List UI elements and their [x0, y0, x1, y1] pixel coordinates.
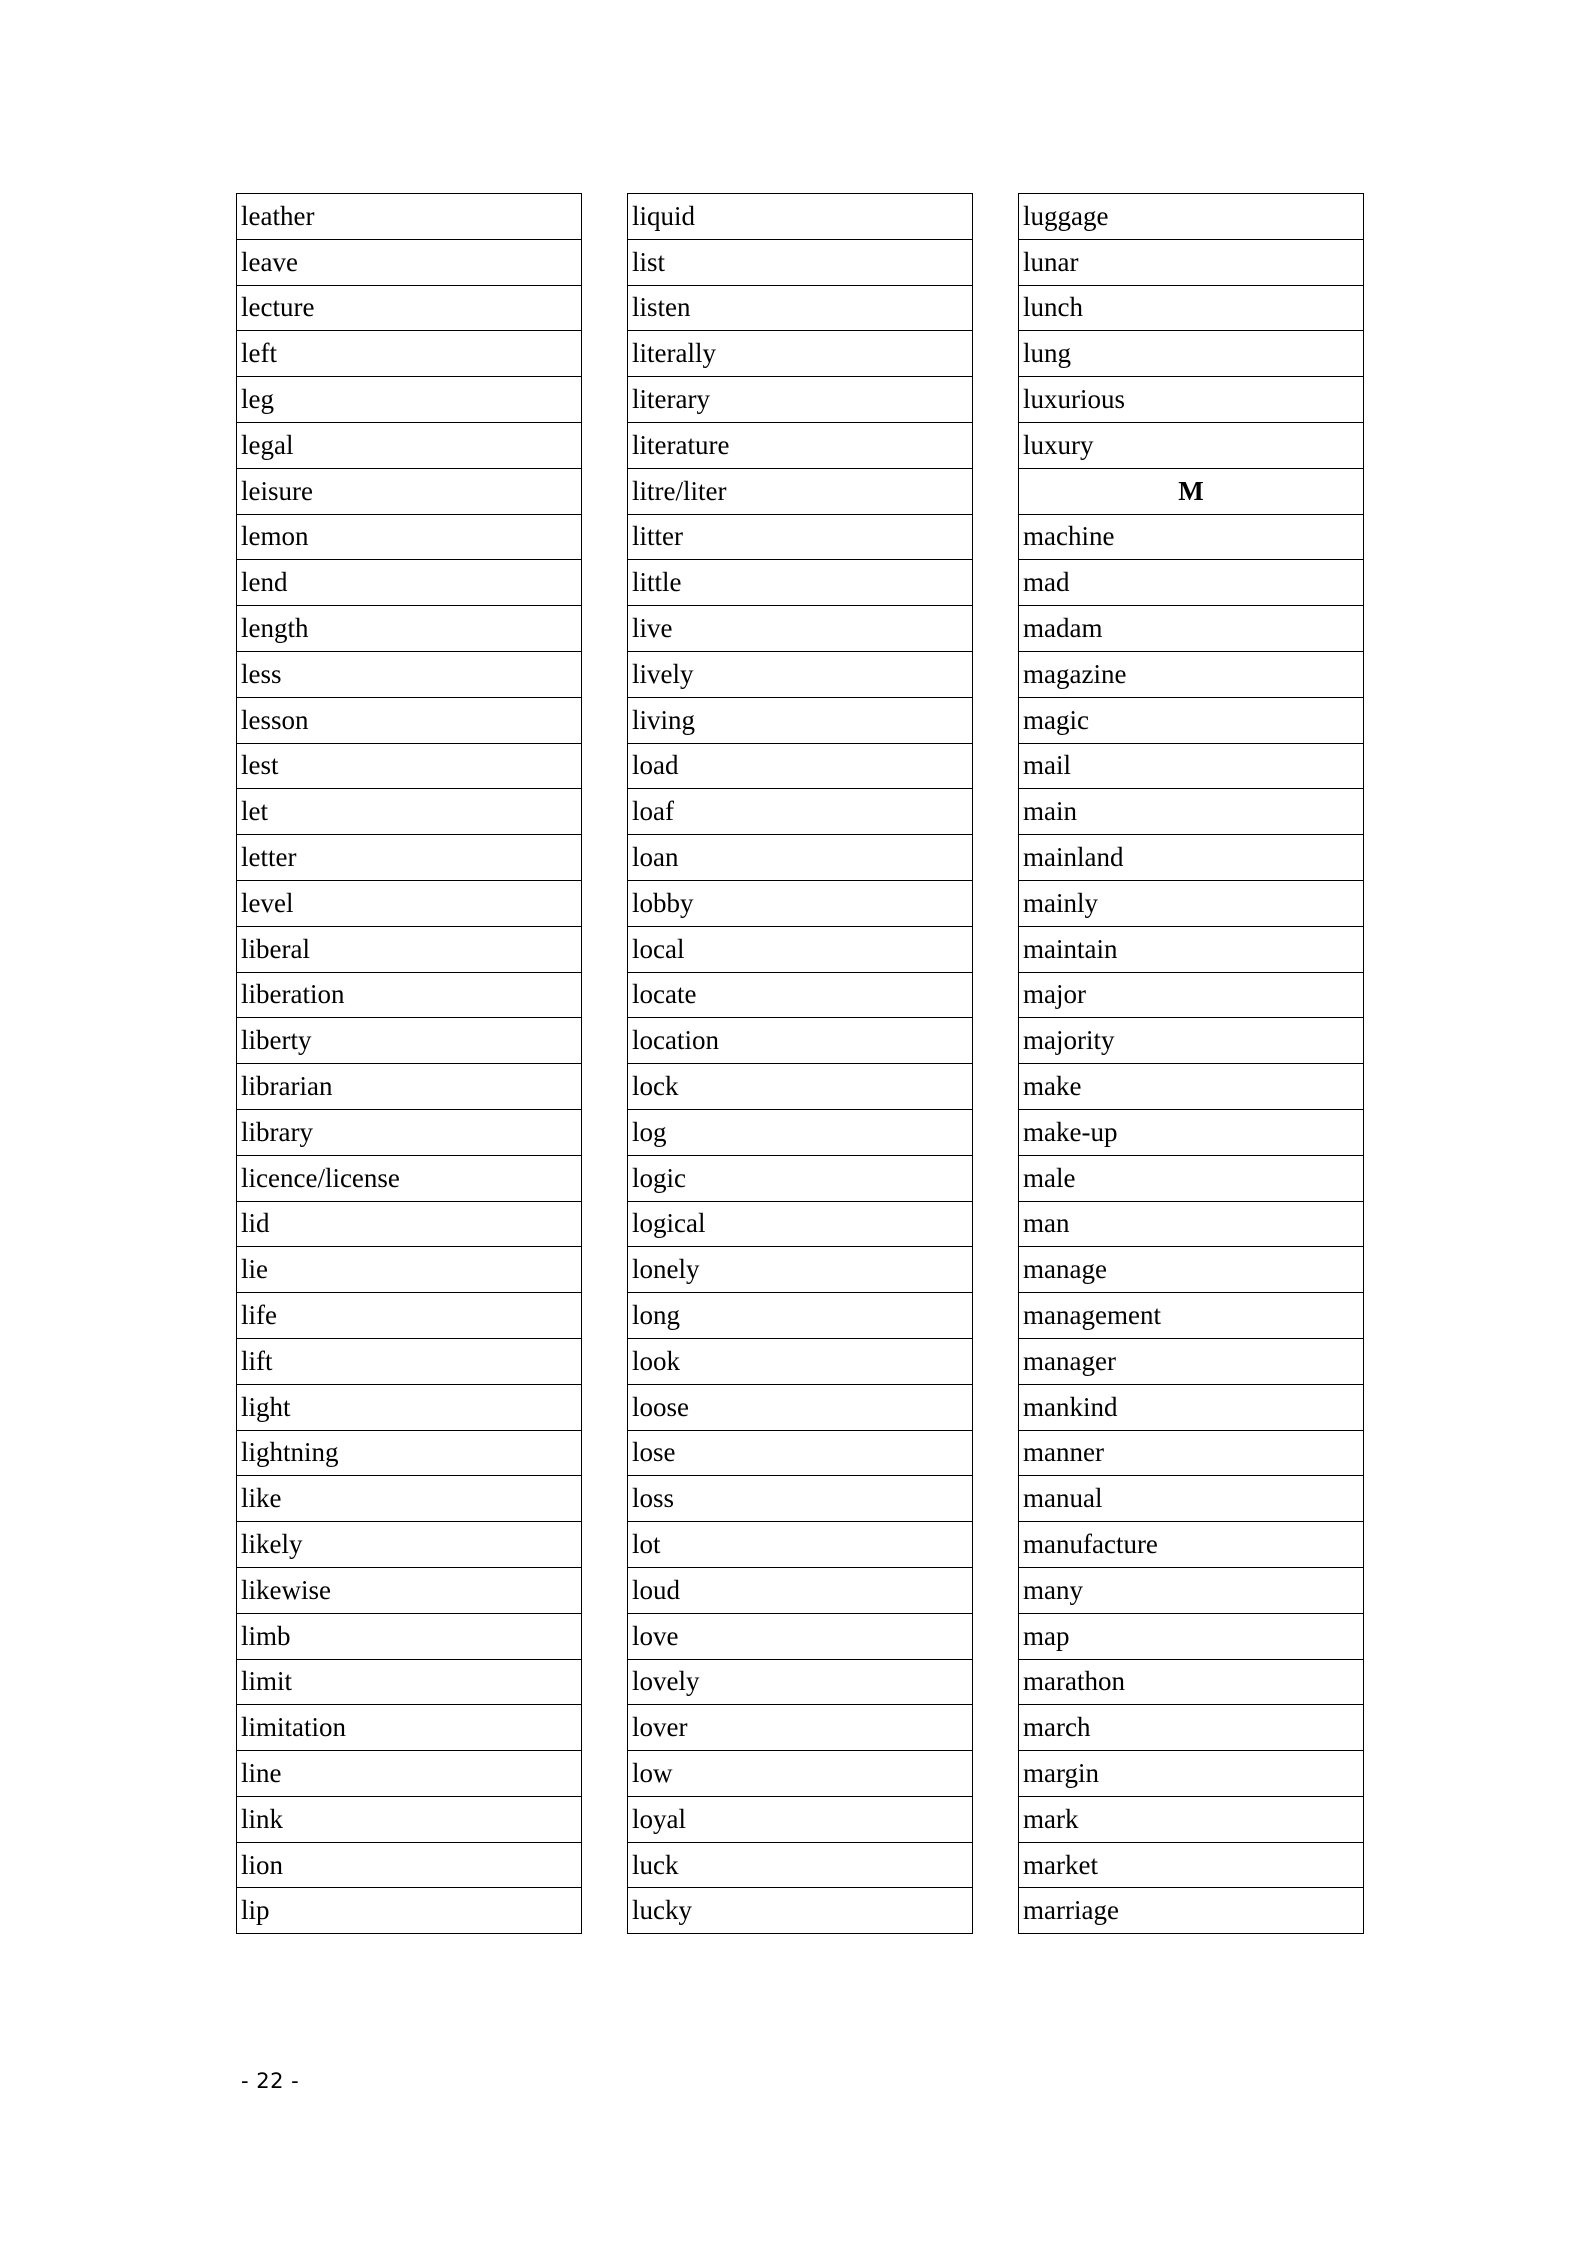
word-cell: man — [1019, 1201, 1364, 1247]
word-cell: look — [628, 1338, 973, 1384]
table-row — [237, 606, 582, 652]
table-row — [237, 1522, 582, 1568]
table-row — [628, 1888, 973, 1934]
table-row — [628, 285, 973, 331]
word-cell: loaf — [628, 789, 973, 835]
table-row — [1019, 377, 1364, 423]
table-row — [628, 972, 973, 1018]
table-row — [237, 743, 582, 789]
word-cell: mainland — [1019, 835, 1364, 881]
word-cell: link — [237, 1796, 582, 1842]
table-row — [628, 1842, 973, 1888]
table-row — [237, 1659, 582, 1705]
word-cell: lobby — [628, 880, 973, 926]
word-cell: limit — [237, 1659, 582, 1705]
word-cell: make-up — [1019, 1109, 1364, 1155]
word-cell: level — [237, 880, 582, 926]
word-cell: manager — [1019, 1338, 1364, 1384]
word-cell: loan — [628, 835, 973, 881]
table-row — [237, 1567, 582, 1613]
table-row — [1019, 651, 1364, 697]
table-row — [237, 1155, 582, 1201]
table-row — [1019, 1613, 1364, 1659]
word-cell: magic — [1019, 697, 1364, 743]
word-cell: let — [237, 789, 582, 835]
word-cell: limitation — [237, 1705, 582, 1751]
word-cell: loyal — [628, 1796, 973, 1842]
word-cell: margin — [1019, 1751, 1364, 1797]
table-row — [1019, 1338, 1364, 1384]
table-row — [628, 1247, 973, 1293]
word-cell: mankind — [1019, 1384, 1364, 1430]
word-cell: limb — [237, 1613, 582, 1659]
word-cell: luxury — [1019, 422, 1364, 468]
word-cell: litter — [628, 514, 973, 560]
word-cell: majority — [1019, 1018, 1364, 1064]
table-row — [237, 331, 582, 377]
table-row — [628, 331, 973, 377]
table-row — [1019, 1888, 1364, 1934]
word-cell: madam — [1019, 606, 1364, 652]
section-letter-heading: M — [1019, 468, 1364, 514]
table-row — [237, 1338, 582, 1384]
table-row — [628, 422, 973, 468]
word-cell: long — [628, 1293, 973, 1339]
table-row — [628, 1522, 973, 1568]
table-row — [237, 651, 582, 697]
word-cell: less — [237, 651, 582, 697]
word-cell: lid — [237, 1201, 582, 1247]
table-row — [237, 285, 582, 331]
table-row — [237, 1064, 582, 1110]
table-row — [237, 422, 582, 468]
table-row — [237, 468, 582, 514]
word-cell: lift — [237, 1338, 582, 1384]
word-list-column-2 — [627, 193, 973, 1934]
word-cell: lovely — [628, 1659, 973, 1705]
table-row — [237, 1476, 582, 1522]
table-row — [237, 697, 582, 743]
word-cell: lonely — [628, 1247, 973, 1293]
word-cell: lemon — [237, 514, 582, 560]
word-cell: many — [1019, 1567, 1364, 1613]
word-cell: lion — [237, 1842, 582, 1888]
table-row — [628, 1109, 973, 1155]
table-row — [237, 560, 582, 606]
word-cell: length — [237, 606, 582, 652]
table-row — [628, 1201, 973, 1247]
table-row — [237, 1888, 582, 1934]
word-cell: manage — [1019, 1247, 1364, 1293]
word-cell: make — [1019, 1064, 1364, 1110]
word-cell: low — [628, 1751, 973, 1797]
word-list-column-1 — [236, 193, 582, 1934]
table-row — [1019, 1476, 1364, 1522]
word-cell: little — [628, 560, 973, 606]
word-cell: leather — [237, 194, 582, 240]
table-row — [628, 1155, 973, 1201]
word-cell: logical — [628, 1201, 973, 1247]
table-row — [1019, 606, 1364, 652]
word-cell: leisure — [237, 468, 582, 514]
table-row — [1019, 1155, 1364, 1201]
word-cell: maintain — [1019, 926, 1364, 972]
table-row — [1019, 560, 1364, 606]
word-cell: lip — [237, 1888, 582, 1934]
word-cell: mainly — [1019, 880, 1364, 926]
table-row — [628, 835, 973, 881]
table-row — [1019, 1751, 1364, 1797]
word-cell: local — [628, 926, 973, 972]
table-row — [1019, 972, 1364, 1018]
word-cell: mad — [1019, 560, 1364, 606]
table-row — [1019, 1842, 1364, 1888]
table-row — [628, 1338, 973, 1384]
table-row — [628, 1613, 973, 1659]
word-cell: literature — [628, 422, 973, 468]
word-cell: main — [1019, 789, 1364, 835]
word-cell: manner — [1019, 1430, 1364, 1476]
table-row — [628, 1705, 973, 1751]
word-cell: light — [237, 1384, 582, 1430]
table-row — [1019, 880, 1364, 926]
word-cell: likewise — [237, 1567, 582, 1613]
word-cell: lest — [237, 743, 582, 789]
table-row — [237, 1247, 582, 1293]
word-cell: literally — [628, 331, 973, 377]
word-cell: leave — [237, 239, 582, 285]
word-cell: life — [237, 1293, 582, 1339]
table-row — [1019, 1201, 1364, 1247]
word-cell: lucky — [628, 1888, 973, 1934]
table-row — [1019, 514, 1364, 560]
word-cell: manual — [1019, 1476, 1364, 1522]
word-cell: log — [628, 1109, 973, 1155]
table-row — [237, 239, 582, 285]
table-row — [1019, 1567, 1364, 1613]
word-cell: lock — [628, 1064, 973, 1110]
word-cell: library — [237, 1109, 582, 1155]
word-cell: mail — [1019, 743, 1364, 789]
table-row — [1019, 697, 1364, 743]
word-cell: liquid — [628, 194, 973, 240]
word-cell: lose — [628, 1430, 973, 1476]
word-cell: leg — [237, 377, 582, 423]
word-cell: locate — [628, 972, 973, 1018]
table-row — [1019, 239, 1364, 285]
word-cell: listen — [628, 285, 973, 331]
word-cell: loose — [628, 1384, 973, 1430]
word-cell: lesson — [237, 697, 582, 743]
word-cell: lung — [1019, 331, 1364, 377]
table-row — [237, 789, 582, 835]
word-cell: location — [628, 1018, 973, 1064]
word-cell: legal — [237, 422, 582, 468]
word-cell: march — [1019, 1705, 1364, 1751]
table-row — [1019, 926, 1364, 972]
table-row — [628, 697, 973, 743]
word-cell: litre/liter — [628, 468, 973, 514]
table-row — [628, 926, 973, 972]
word-cell: male — [1019, 1155, 1364, 1201]
table-row — [628, 606, 973, 652]
table-row — [1019, 743, 1364, 789]
table-row — [628, 239, 973, 285]
word-cell: marriage — [1019, 1888, 1364, 1934]
word-cell: likely — [237, 1522, 582, 1568]
table-row — [237, 880, 582, 926]
table-row — [628, 1064, 973, 1110]
table-row — [628, 1659, 973, 1705]
word-cell: loss — [628, 1476, 973, 1522]
word-cell: live — [628, 606, 973, 652]
table-row — [237, 1613, 582, 1659]
table-row — [237, 1751, 582, 1797]
table-row — [237, 1018, 582, 1064]
table-row — [237, 1109, 582, 1155]
table-row — [1019, 835, 1364, 881]
table-row — [628, 194, 973, 240]
word-cell: luggage — [1019, 194, 1364, 240]
word-cell: manufacture — [1019, 1522, 1364, 1568]
table-row — [1019, 789, 1364, 835]
table-row — [1019, 194, 1364, 240]
word-cell: list — [628, 239, 973, 285]
word-cell: mark — [1019, 1796, 1364, 1842]
table-row — [628, 651, 973, 697]
word-cell: luxurious — [1019, 377, 1364, 423]
table-row — [237, 972, 582, 1018]
table-row — [1019, 1018, 1364, 1064]
word-cell: lunar — [1019, 239, 1364, 285]
table-row — [1019, 1064, 1364, 1110]
word-cell: luck — [628, 1842, 973, 1888]
word-cell: like — [237, 1476, 582, 1522]
table-row — [237, 926, 582, 972]
table-row — [237, 514, 582, 560]
table-row — [628, 560, 973, 606]
word-cell: major — [1019, 972, 1364, 1018]
word-cell: machine — [1019, 514, 1364, 560]
word-cell: lot — [628, 1522, 973, 1568]
word-cell: liberation — [237, 972, 582, 1018]
table-row — [1019, 1796, 1364, 1842]
table-row — [628, 1018, 973, 1064]
word-cell: management — [1019, 1293, 1364, 1339]
word-cell: logic — [628, 1155, 973, 1201]
word-cell: literary — [628, 377, 973, 423]
table-row — [628, 1293, 973, 1339]
table-row — [1019, 1430, 1364, 1476]
word-cell: librarian — [237, 1064, 582, 1110]
word-cell: load — [628, 743, 973, 789]
word-cell: map — [1019, 1613, 1364, 1659]
table-row — [628, 377, 973, 423]
table-row — [1019, 1247, 1364, 1293]
table-row — [1019, 1109, 1364, 1155]
word-cell: lunch — [1019, 285, 1364, 331]
word-list-column-3 — [1018, 193, 1364, 1934]
table-row — [628, 1796, 973, 1842]
table-row — [628, 789, 973, 835]
table-row — [628, 880, 973, 926]
word-cell: love — [628, 1613, 973, 1659]
table-row — [628, 1476, 973, 1522]
table-row — [237, 1842, 582, 1888]
word-cell: lecture — [237, 285, 582, 331]
table-row — [1019, 331, 1364, 377]
table-row — [1019, 1705, 1364, 1751]
table-row — [628, 1384, 973, 1430]
word-cell: lively — [628, 651, 973, 697]
table-row — [1019, 1659, 1364, 1705]
word-cell: lightning — [237, 1430, 582, 1476]
word-cell: market — [1019, 1842, 1364, 1888]
word-cell: living — [628, 697, 973, 743]
table-row — [1019, 422, 1364, 468]
word-cell: liberty — [237, 1018, 582, 1064]
page-number: - 22 - — [241, 2069, 300, 2093]
table-row — [237, 1384, 582, 1430]
table-row — [237, 1293, 582, 1339]
table-row — [1019, 468, 1364, 514]
table-row — [1019, 285, 1364, 331]
table-row — [1019, 1384, 1364, 1430]
table-row — [237, 194, 582, 240]
word-cell: line — [237, 1751, 582, 1797]
word-cell: left — [237, 331, 582, 377]
table-row — [628, 1567, 973, 1613]
table-row — [1019, 1293, 1364, 1339]
table-row — [237, 1430, 582, 1476]
word-cell: lover — [628, 1705, 973, 1751]
word-cell: marathon — [1019, 1659, 1364, 1705]
table-row — [628, 743, 973, 789]
word-cell: lend — [237, 560, 582, 606]
table-row — [628, 468, 973, 514]
table-row — [628, 514, 973, 560]
word-cell: letter — [237, 835, 582, 881]
table-row — [628, 1751, 973, 1797]
word-cell: magazine — [1019, 651, 1364, 697]
word-cell: loud — [628, 1567, 973, 1613]
table-row — [1019, 1522, 1364, 1568]
table-row — [237, 1796, 582, 1842]
table-row — [237, 1201, 582, 1247]
word-cell: licence/license — [237, 1155, 582, 1201]
table-row — [237, 377, 582, 423]
table-row — [628, 1430, 973, 1476]
word-cell: lie — [237, 1247, 582, 1293]
table-row — [237, 835, 582, 881]
table-row — [237, 1705, 582, 1751]
word-cell: liberal — [237, 926, 582, 972]
